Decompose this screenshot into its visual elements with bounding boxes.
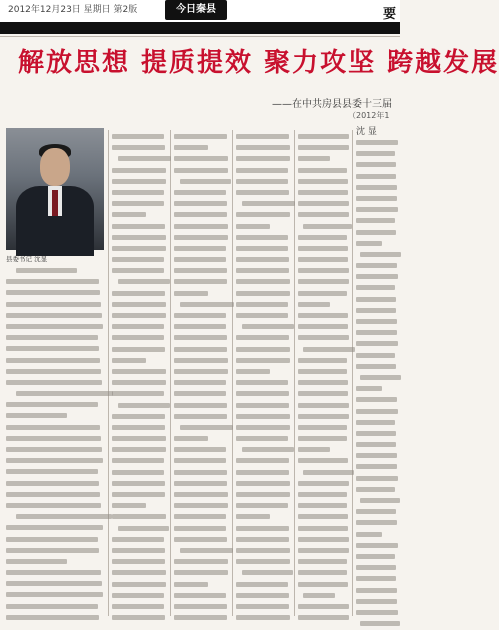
text-line-placeholder <box>236 179 291 188</box>
text-line-placeholder <box>356 151 398 160</box>
masthead-strip <box>0 22 400 34</box>
text-line-placeholder <box>174 526 229 535</box>
text-line-placeholder <box>236 548 291 557</box>
text-line-placeholder <box>6 369 104 378</box>
text-line-placeholder <box>236 436 291 445</box>
column-rule <box>232 130 233 616</box>
text-line-placeholder <box>112 470 167 479</box>
text-line-placeholder <box>236 212 291 221</box>
text-line-placeholder <box>236 268 291 277</box>
text-line-placeholder <box>112 503 167 512</box>
text-line-placeholder <box>112 134 167 143</box>
text-line-placeholder <box>6 514 104 523</box>
text-line-placeholder <box>298 156 350 165</box>
sub-headline: ——在中共房县县委十三届 <box>272 99 392 110</box>
text-line-placeholder <box>174 458 229 467</box>
text-line-placeholder <box>298 414 350 423</box>
text-line-placeholder <box>298 570 350 579</box>
text-line-placeholder <box>174 425 229 434</box>
text-line-placeholder <box>174 514 229 523</box>
text-line-placeholder <box>356 397 398 406</box>
main-headline: 解放思想 提质提效 聚力攻坚 跨越发展 <box>18 48 499 78</box>
text-line-placeholder <box>6 436 104 445</box>
text-line-placeholder <box>112 156 167 165</box>
text-line-placeholder <box>112 179 167 188</box>
text-line-placeholder <box>298 537 350 546</box>
text-line-placeholder <box>298 212 350 221</box>
text-line-placeholder <box>174 313 229 322</box>
text-line-placeholder <box>298 190 350 199</box>
text-line-placeholder <box>174 615 229 624</box>
text-line-placeholder <box>356 252 398 261</box>
text-line-placeholder <box>174 481 229 490</box>
text-line-placeholder <box>298 224 350 233</box>
text-line-placeholder <box>174 168 229 177</box>
text-line-placeholder <box>298 615 350 624</box>
photo-caption: 县委书记 沈显 <box>6 255 48 263</box>
text-line-placeholder <box>236 369 291 378</box>
text-line-placeholder <box>6 380 104 389</box>
text-line-placeholder <box>356 610 398 619</box>
column-rule <box>170 130 171 616</box>
text-line-placeholder <box>112 201 167 210</box>
text-line-placeholder <box>236 447 291 456</box>
text-line-placeholder <box>112 604 167 613</box>
text-line-placeholder <box>298 526 350 535</box>
text-line-placeholder <box>298 391 350 400</box>
text-line-placeholder <box>112 570 167 579</box>
text-line-placeholder <box>356 162 398 171</box>
text-line-placeholder <box>174 593 229 602</box>
text-line-placeholder <box>356 588 398 597</box>
text-line-placeholder <box>298 324 350 333</box>
text-line-placeholder <box>298 268 350 277</box>
text-line-placeholder <box>356 375 398 384</box>
text-line-placeholder <box>6 358 104 367</box>
text-line-placeholder <box>174 436 229 445</box>
text-line-placeholder <box>112 324 167 333</box>
text-line-placeholder <box>356 241 398 250</box>
byline: 沈 显 <box>356 127 377 137</box>
text-line-placeholder <box>298 548 350 557</box>
text-line-placeholder <box>112 335 167 344</box>
text-line-placeholder <box>112 279 167 288</box>
text-line-placeholder <box>174 212 229 221</box>
text-line-placeholder <box>236 458 291 467</box>
text-line-placeholder <box>298 481 350 490</box>
text-line-placeholder <box>236 514 291 523</box>
text-line-placeholder <box>112 492 167 501</box>
text-line-placeholder <box>298 134 350 143</box>
text-line-placeholder <box>174 324 229 333</box>
text-line-placeholder <box>174 380 229 389</box>
text-line-placeholder <box>298 257 350 266</box>
text-line-placeholder <box>236 492 291 501</box>
text-line-placeholder <box>356 543 398 552</box>
text-line-placeholder <box>112 414 167 423</box>
text-line-placeholder <box>356 409 398 418</box>
text-line-placeholder <box>298 492 350 501</box>
text-line-placeholder <box>356 509 398 518</box>
text-line-placeholder <box>6 481 104 490</box>
text-line-placeholder <box>174 268 229 277</box>
text-line-placeholder <box>6 425 104 434</box>
text-line-placeholder <box>6 413 104 422</box>
text-line-placeholder <box>112 391 167 400</box>
text-line-placeholder <box>356 297 398 306</box>
text-line-placeholder <box>356 498 398 507</box>
text-line-placeholder <box>174 503 229 512</box>
text-line-placeholder <box>236 481 291 490</box>
text-line-placeholder <box>236 391 291 400</box>
text-line-placeholder <box>298 235 350 244</box>
text-line-placeholder <box>112 347 167 356</box>
text-line-placeholder <box>112 447 167 456</box>
text-line-placeholder <box>112 548 167 557</box>
text-line-placeholder <box>298 358 350 367</box>
text-line-placeholder <box>298 447 350 456</box>
text-line-placeholder <box>356 174 398 183</box>
text-line-placeholder <box>236 313 291 322</box>
text-line-placeholder <box>174 179 229 188</box>
text-line-placeholder <box>236 246 291 255</box>
text-line-placeholder <box>236 615 291 624</box>
text-line-placeholder <box>236 425 291 434</box>
text-line-placeholder <box>236 358 291 367</box>
text-line-placeholder <box>236 537 291 546</box>
text-line-placeholder <box>356 185 398 194</box>
text-line-placeholder <box>236 257 291 266</box>
text-line-placeholder <box>112 246 167 255</box>
text-line-placeholder <box>356 476 398 485</box>
text-line-placeholder <box>298 168 350 177</box>
text-line-placeholder <box>356 319 398 328</box>
text-line-placeholder <box>236 414 291 423</box>
text-line-placeholder <box>298 503 350 512</box>
text-line-placeholder <box>6 302 104 311</box>
text-line-placeholder <box>6 581 104 590</box>
text-line-placeholder <box>6 537 104 546</box>
text-line-placeholder <box>6 458 104 467</box>
body-column-1 <box>6 266 104 614</box>
text-line-placeholder <box>298 145 350 154</box>
text-line-placeholder <box>112 559 167 568</box>
issue-date: 2012年12月23日 星期日 第2版 <box>8 5 138 15</box>
text-line-placeholder <box>236 593 291 602</box>
text-line-placeholder <box>298 335 350 344</box>
text-line-placeholder <box>112 481 167 490</box>
text-line-placeholder <box>112 291 167 300</box>
text-line-placeholder <box>298 604 350 613</box>
text-line-placeholder <box>236 470 291 479</box>
text-line-placeholder <box>356 532 398 541</box>
sub-headline-date: （2012年1 <box>348 111 390 120</box>
text-line-placeholder <box>298 582 350 591</box>
text-line-placeholder <box>174 570 229 579</box>
text-line-placeholder <box>6 525 104 534</box>
text-line-placeholder <box>298 313 350 322</box>
text-line-placeholder <box>236 559 291 568</box>
text-line-placeholder <box>236 224 291 233</box>
text-line-placeholder <box>174 470 229 479</box>
text-line-placeholder <box>112 145 167 154</box>
text-line-placeholder <box>356 554 398 563</box>
text-line-placeholder <box>6 268 104 277</box>
text-line-placeholder <box>236 380 291 389</box>
text-line-placeholder <box>298 201 350 210</box>
text-line-placeholder <box>356 621 398 630</box>
text-line-placeholder <box>174 492 229 501</box>
text-line-placeholder <box>236 335 291 344</box>
text-line-placeholder <box>112 403 167 412</box>
text-line-placeholder <box>356 353 398 362</box>
text-line-placeholder <box>236 582 291 591</box>
text-line-placeholder <box>112 212 167 221</box>
portrait-photo <box>6 128 104 250</box>
body-column-5 <box>298 132 350 614</box>
text-line-placeholder <box>298 403 350 412</box>
text-line-placeholder <box>6 492 104 501</box>
text-line-placeholder <box>236 156 291 165</box>
text-line-placeholder <box>6 346 104 355</box>
text-line-placeholder <box>356 442 398 451</box>
text-line-placeholder <box>356 274 398 283</box>
text-line-placeholder <box>174 414 229 423</box>
text-line-placeholder <box>6 335 104 344</box>
text-line-placeholder <box>298 369 350 378</box>
text-line-placeholder <box>356 453 398 462</box>
text-line-placeholder <box>174 369 229 378</box>
text-line-placeholder <box>174 291 229 300</box>
section-label: 要 <box>382 7 396 22</box>
text-line-placeholder <box>298 470 350 479</box>
text-line-placeholder <box>236 134 291 143</box>
body-column-4 <box>236 132 291 614</box>
text-line-placeholder <box>356 420 398 429</box>
text-line-placeholder <box>298 380 350 389</box>
text-line-placeholder <box>356 196 398 205</box>
text-line-placeholder <box>6 604 104 613</box>
text-line-placeholder <box>356 487 398 496</box>
text-line-placeholder <box>356 520 398 529</box>
text-line-placeholder <box>236 279 291 288</box>
body-column-3 <box>174 132 229 614</box>
text-line-placeholder <box>356 565 398 574</box>
text-line-placeholder <box>174 403 229 412</box>
text-line-placeholder <box>298 458 350 467</box>
text-line-placeholder <box>112 313 167 322</box>
text-line-placeholder <box>298 302 350 311</box>
text-line-placeholder <box>174 447 229 456</box>
text-line-placeholder <box>6 592 104 601</box>
text-line-placeholder <box>112 458 167 467</box>
text-line-placeholder <box>356 230 398 239</box>
text-line-placeholder <box>112 224 167 233</box>
text-line-placeholder <box>174 358 229 367</box>
text-line-placeholder <box>356 386 398 395</box>
newspaper-logo: 今日秦县 <box>165 0 227 20</box>
text-line-placeholder <box>174 537 229 546</box>
text-line-placeholder <box>236 201 291 210</box>
text-line-placeholder <box>236 347 291 356</box>
text-line-placeholder <box>112 369 167 378</box>
text-line-placeholder <box>174 347 229 356</box>
text-line-placeholder <box>112 582 167 591</box>
text-line-placeholder <box>174 190 229 199</box>
text-line-placeholder <box>356 263 398 272</box>
text-line-placeholder <box>6 559 104 568</box>
text-line-placeholder <box>6 313 104 322</box>
text-line-placeholder <box>298 279 350 288</box>
text-line-placeholder <box>236 324 291 333</box>
text-line-placeholder <box>356 285 398 294</box>
text-line-placeholder <box>112 514 167 523</box>
text-line-placeholder <box>112 190 167 199</box>
text-line-placeholder <box>236 302 291 311</box>
text-line-placeholder <box>174 391 229 400</box>
text-line-placeholder <box>112 436 167 445</box>
text-line-placeholder <box>112 358 167 367</box>
text-line-placeholder <box>236 570 291 579</box>
text-line-placeholder <box>174 559 229 568</box>
header-rule <box>0 36 400 37</box>
text-line-placeholder <box>298 291 350 300</box>
text-line-placeholder <box>112 302 167 311</box>
text-line-placeholder <box>112 526 167 535</box>
text-line-placeholder <box>236 291 291 300</box>
text-line-placeholder <box>298 514 350 523</box>
text-line-placeholder <box>356 431 398 440</box>
text-line-placeholder <box>356 207 398 216</box>
text-line-placeholder <box>174 156 229 165</box>
text-line-placeholder <box>356 576 398 585</box>
text-line-placeholder <box>174 582 229 591</box>
text-line-placeholder <box>356 464 398 473</box>
text-line-placeholder <box>236 503 291 512</box>
text-line-placeholder <box>174 235 229 244</box>
text-line-placeholder <box>356 330 398 339</box>
text-line-placeholder <box>236 168 291 177</box>
text-line-placeholder <box>6 447 104 456</box>
text-line-placeholder <box>6 570 104 579</box>
text-line-placeholder <box>174 302 229 311</box>
text-line-placeholder <box>174 279 229 288</box>
text-line-placeholder <box>236 190 291 199</box>
text-line-placeholder <box>174 246 229 255</box>
text-line-placeholder <box>236 145 291 154</box>
text-line-placeholder <box>174 604 229 613</box>
text-line-placeholder <box>174 201 229 210</box>
text-line-placeholder <box>6 503 104 512</box>
body-column-6 <box>356 138 398 614</box>
column-rule <box>352 130 353 616</box>
text-line-placeholder <box>6 402 104 411</box>
text-line-placeholder <box>174 145 229 154</box>
column-rule <box>108 130 109 616</box>
text-line-placeholder <box>112 380 167 389</box>
text-line-placeholder <box>174 134 229 143</box>
text-line-placeholder <box>356 308 398 317</box>
text-line-placeholder <box>6 548 104 557</box>
text-line-placeholder <box>298 179 350 188</box>
text-line-placeholder <box>6 469 104 478</box>
text-line-placeholder <box>298 559 350 568</box>
text-line-placeholder <box>356 218 398 227</box>
text-line-placeholder <box>298 246 350 255</box>
text-line-placeholder <box>174 548 229 557</box>
text-line-placeholder <box>112 615 167 624</box>
text-line-placeholder <box>298 593 350 602</box>
text-line-placeholder <box>236 604 291 613</box>
text-line-placeholder <box>174 335 229 344</box>
text-line-placeholder <box>356 140 398 149</box>
text-line-placeholder <box>6 279 104 288</box>
text-line-placeholder <box>112 593 167 602</box>
text-line-placeholder <box>298 347 350 356</box>
text-line-placeholder <box>112 268 167 277</box>
text-line-placeholder <box>236 235 291 244</box>
text-line-placeholder <box>112 425 167 434</box>
text-line-placeholder <box>174 224 229 233</box>
text-line-placeholder <box>6 391 104 400</box>
body-column-2 <box>112 132 167 614</box>
text-line-placeholder <box>356 364 398 373</box>
text-line-placeholder <box>112 235 167 244</box>
text-line-placeholder <box>356 599 398 608</box>
text-line-placeholder <box>236 526 291 535</box>
text-line-placeholder <box>6 324 104 333</box>
text-line-placeholder <box>112 168 167 177</box>
text-line-placeholder <box>6 615 104 624</box>
text-line-placeholder <box>6 290 104 299</box>
text-line-placeholder <box>236 403 291 412</box>
text-line-placeholder <box>298 436 350 445</box>
text-line-placeholder <box>174 257 229 266</box>
text-line-placeholder <box>112 257 167 266</box>
text-line-placeholder <box>112 537 167 546</box>
text-line-placeholder <box>356 341 398 350</box>
text-line-placeholder <box>298 425 350 434</box>
